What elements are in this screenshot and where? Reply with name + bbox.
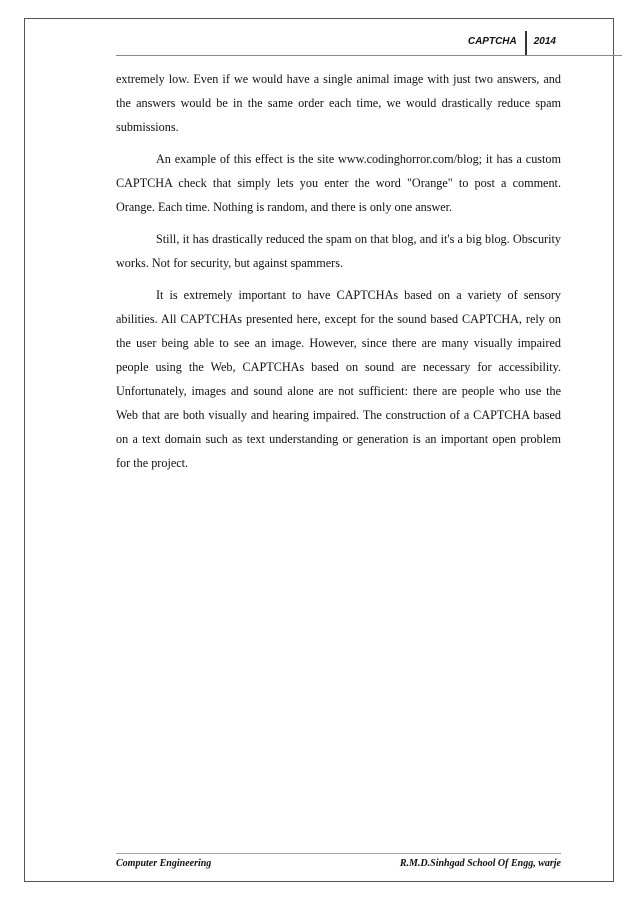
footer-rule (116, 853, 561, 854)
header-title: CAPTCHA (467, 36, 517, 47)
footer-institution: R.M.D.Sinhgad School Of Engg, warje (399, 858, 561, 869)
page-header (468, 31, 556, 55)
paragraph-2: An example of this effect is the site www.codinghorror.com/blog; it has a custom CAPTCHA check that simply lets you enter the word "Orange" to post a comment. Orange. Each time. Nothing is random, and there is only one answer. (116, 152, 561, 214)
paragraph-4: It is extremely important to have CAPTCHAs based on a variety of sensory abilities. All CAPTCHAs presented here, except for the sound based CAPTCHA, rely on the user being able to see an image. However, since there are many visually impaired people using the Web, CAPTCHAs based on sound are necessary for accessibility. Unfortunately, images and sound alone are not sufficient: there are people who use the Web that are both visually and hearing impaired. The construction of a CAPTCHA based on a text domain such as text understanding or generation is an important open problem for the project. (116, 288, 561, 470)
header-rule (116, 55, 622, 56)
paragraph-3: Still, it has drastically reduced the spam on that blog, and it's a big blog. Obscurity works. Not for security, but against spammers. (116, 232, 561, 270)
body-text (116, 67, 561, 483)
paragraph-1: extremely low. Even if we would have a single animal image with just two answers, and the answers would be in the same order each time, we would drastically reduce spam submissions. (116, 72, 561, 134)
footer-department: Computer Engineering (116, 858, 212, 869)
header-year: 2014 (533, 36, 556, 47)
page-footer (116, 858, 561, 869)
